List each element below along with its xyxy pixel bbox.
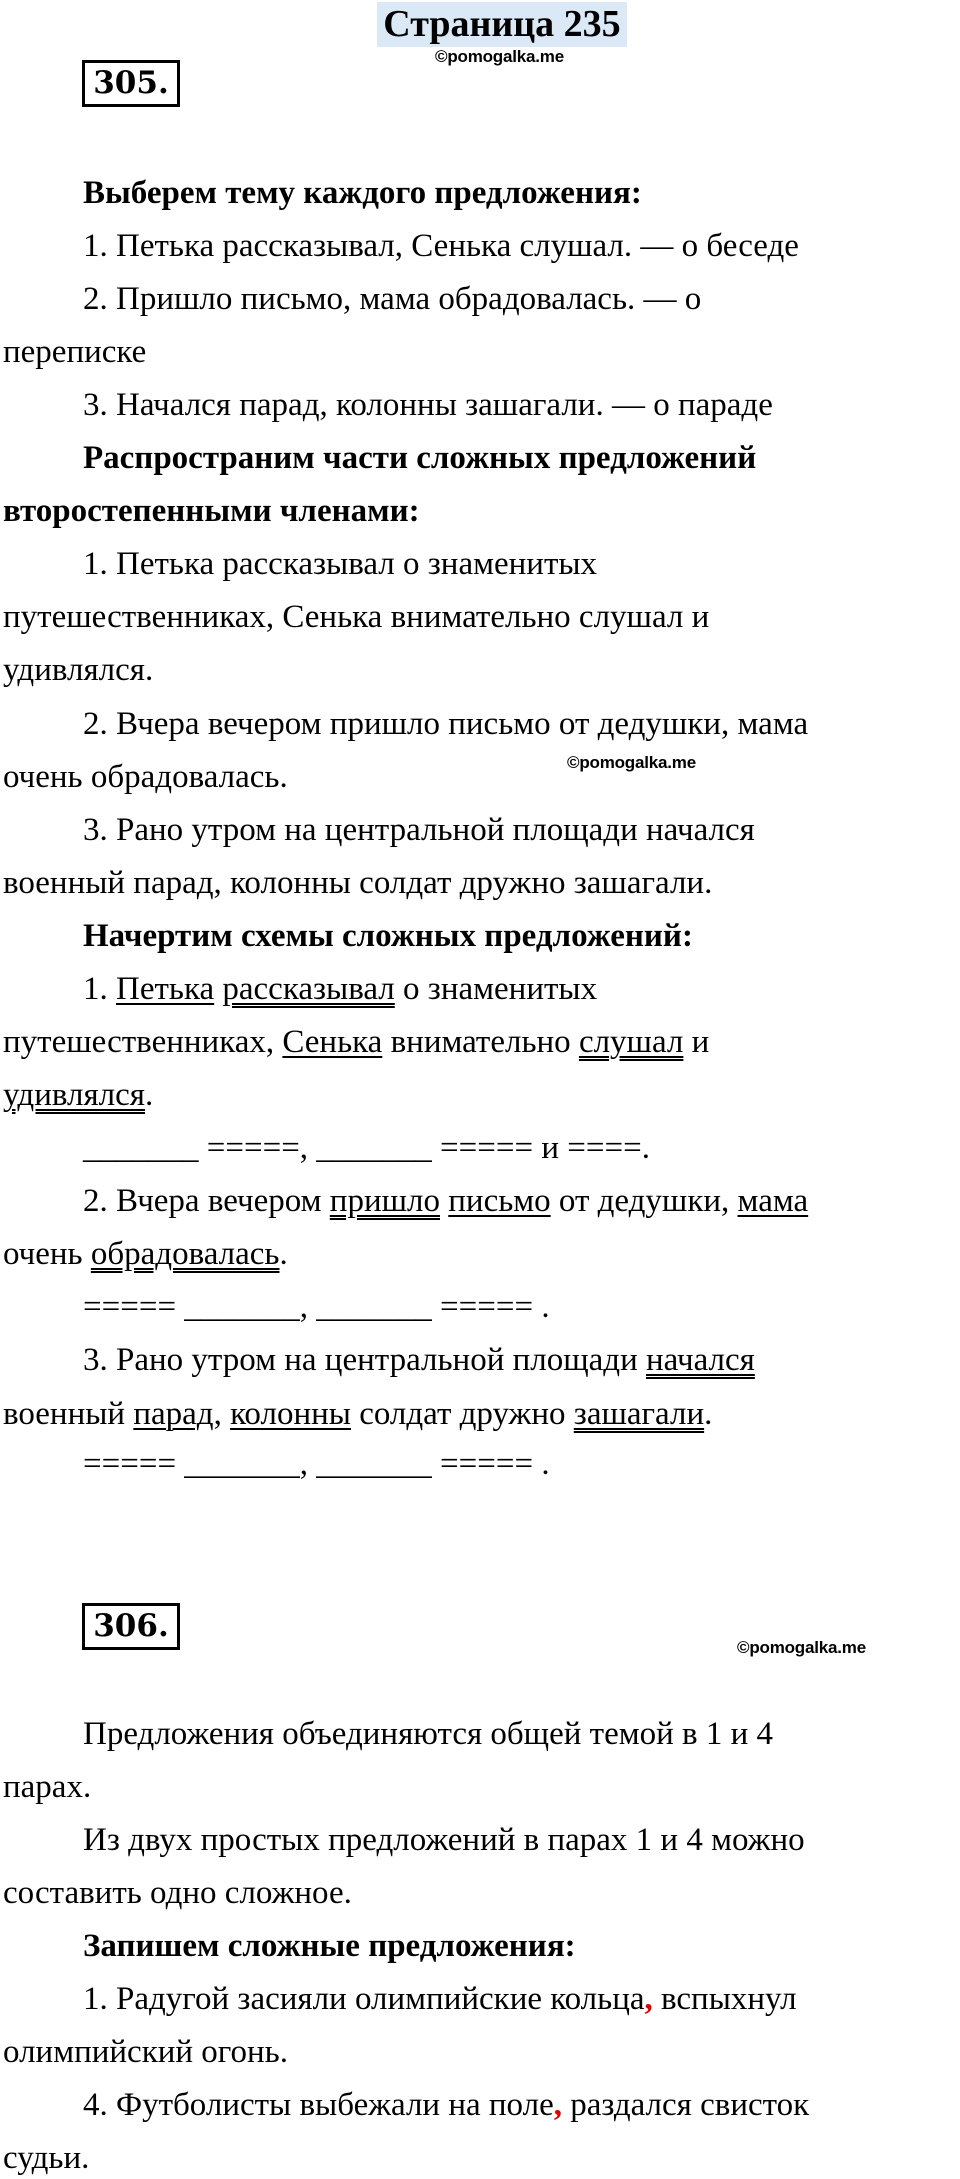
topic-line-2-cont: переписке xyxy=(3,334,147,370)
predicate-word: удивлялся xyxy=(3,1077,145,1113)
red-comma: , xyxy=(553,2087,562,2123)
extended-2-l1: 2. Вчера вечером пришло письмо от дедушки, мама xyxy=(83,706,809,742)
topic-line-1: 1. Петька рассказывал, Сенька слушал. — о беседе xyxy=(83,228,799,264)
heading-extend-line2: второстепенными членами: xyxy=(3,493,420,529)
text: 2. Вчера вечером xyxy=(83,1183,330,1219)
text: очень xyxy=(3,1236,91,1272)
heading-write-sentences: Запишем сложные предложения: xyxy=(83,1928,576,1964)
text: от дедушки, xyxy=(550,1183,738,1219)
text: 1. xyxy=(83,971,116,1007)
extended-1-l3: удивлялся. xyxy=(3,652,154,688)
subject-word: мама xyxy=(737,1183,809,1219)
text-306-line-4: составить одно сложное. xyxy=(3,1875,352,1911)
predicate-word: рассказывал xyxy=(222,971,395,1007)
text: внимательно xyxy=(382,1024,579,1060)
predicate-word: слушал xyxy=(578,1024,684,1060)
text-306-line-3: Из двух простых предложений в парах 1 и 4 можно xyxy=(83,1822,805,1858)
scheme-1-line-1 xyxy=(83,969,597,1009)
text: 1. Радугой засияли олимпийские кольца xyxy=(83,1981,645,2017)
scheme-1-line-2 xyxy=(3,1022,709,1062)
subject-word: колонны xyxy=(230,1396,351,1432)
scheme-2-diagram: ===== _______, _______ ===== . xyxy=(83,1289,550,1325)
answer-4-line-1 xyxy=(83,2085,809,2125)
extended-3-l2: военный парад, колонны солдат дружно зашагали. xyxy=(3,865,713,901)
heading-schemes: Начертим схемы сложных предложений: xyxy=(83,918,693,954)
scheme-3-diagram: ===== _______, _______ ===== . xyxy=(83,1446,550,1482)
predicate-word: начался xyxy=(646,1342,755,1378)
page-title: Страница 235 xyxy=(377,2,627,47)
watermark-top: ©pomogalka.me xyxy=(435,47,564,66)
text-306-line-2: парах. xyxy=(3,1769,92,1805)
subject-word: Сенька xyxy=(282,1024,383,1060)
answer-4-line-2: судьи. xyxy=(3,2140,90,2176)
text: вспыхнул xyxy=(652,1981,797,2017)
red-comma: , xyxy=(644,1981,653,2017)
text: военный xyxy=(3,1396,134,1432)
text: 4. Футболисты выбежали на поле xyxy=(83,2087,554,2123)
text xyxy=(440,1183,448,1219)
text: . xyxy=(704,1396,713,1432)
scheme-3-line-1 xyxy=(83,1340,755,1380)
answer-1-line-2: олимпийский огонь. xyxy=(3,2034,288,2070)
text: путешественниках, xyxy=(3,1024,283,1060)
topic-line-2: 2. Пришло письмо, мама обрадовалась. — о xyxy=(83,281,702,317)
watermark-middle: ©pomogalka.me xyxy=(567,753,696,772)
answer-1-line-1 xyxy=(83,1979,797,2019)
text: . xyxy=(279,1236,288,1272)
subject-word: Петька xyxy=(116,971,215,1007)
predicate-word: обрадовалась xyxy=(90,1236,280,1272)
text: . xyxy=(144,1077,154,1113)
extended-1-l1: 1. Петька рассказывал о знаменитых xyxy=(83,546,598,582)
scheme-2-line-1 xyxy=(83,1181,808,1221)
text: 3. Рано утром на центральной площади xyxy=(83,1342,646,1378)
exercise-number-306: 306. xyxy=(82,1603,180,1650)
exercise-number-305: 305. xyxy=(82,60,180,107)
scheme-1-line-3 xyxy=(3,1075,153,1115)
heading-extend-line1: Распространим части сложных предложений xyxy=(83,440,757,476)
predicate-word: пришло xyxy=(329,1183,440,1219)
watermark-306: ©pomogalka.me xyxy=(737,1638,866,1657)
text: солдат дружно xyxy=(350,1396,574,1432)
extended-3-l1: 3. Рано утром на центральной площади начался xyxy=(83,812,755,848)
scheme-2-line-2 xyxy=(3,1234,288,1274)
subject-word: письмо xyxy=(448,1183,551,1219)
text: и xyxy=(683,1024,710,1060)
scheme-1-diagram: _______ =====, _______ ===== и ====. xyxy=(83,1130,650,1166)
topic-line-3: 3. Начался парад, колонны зашагали. — о параде xyxy=(83,387,773,423)
heading-choose-topic: Выберем тему каждого предложения: xyxy=(83,175,642,211)
text: о знаменитых xyxy=(394,971,598,1007)
scheme-3-line-2 xyxy=(3,1394,712,1434)
extended-1-l2: путешественниках, Сенька внимательно слушал и xyxy=(3,599,710,635)
text: , xyxy=(213,1396,231,1432)
predicate-word: зашагали xyxy=(573,1396,705,1432)
text-306-line-1: Предложения объединяются общей темой в 1 и 4 xyxy=(83,1716,774,1752)
text: раздался свисток xyxy=(561,2087,810,2123)
extended-2-l2: очень обрадовалась. xyxy=(3,759,288,795)
subject-word: парад xyxy=(133,1396,214,1432)
